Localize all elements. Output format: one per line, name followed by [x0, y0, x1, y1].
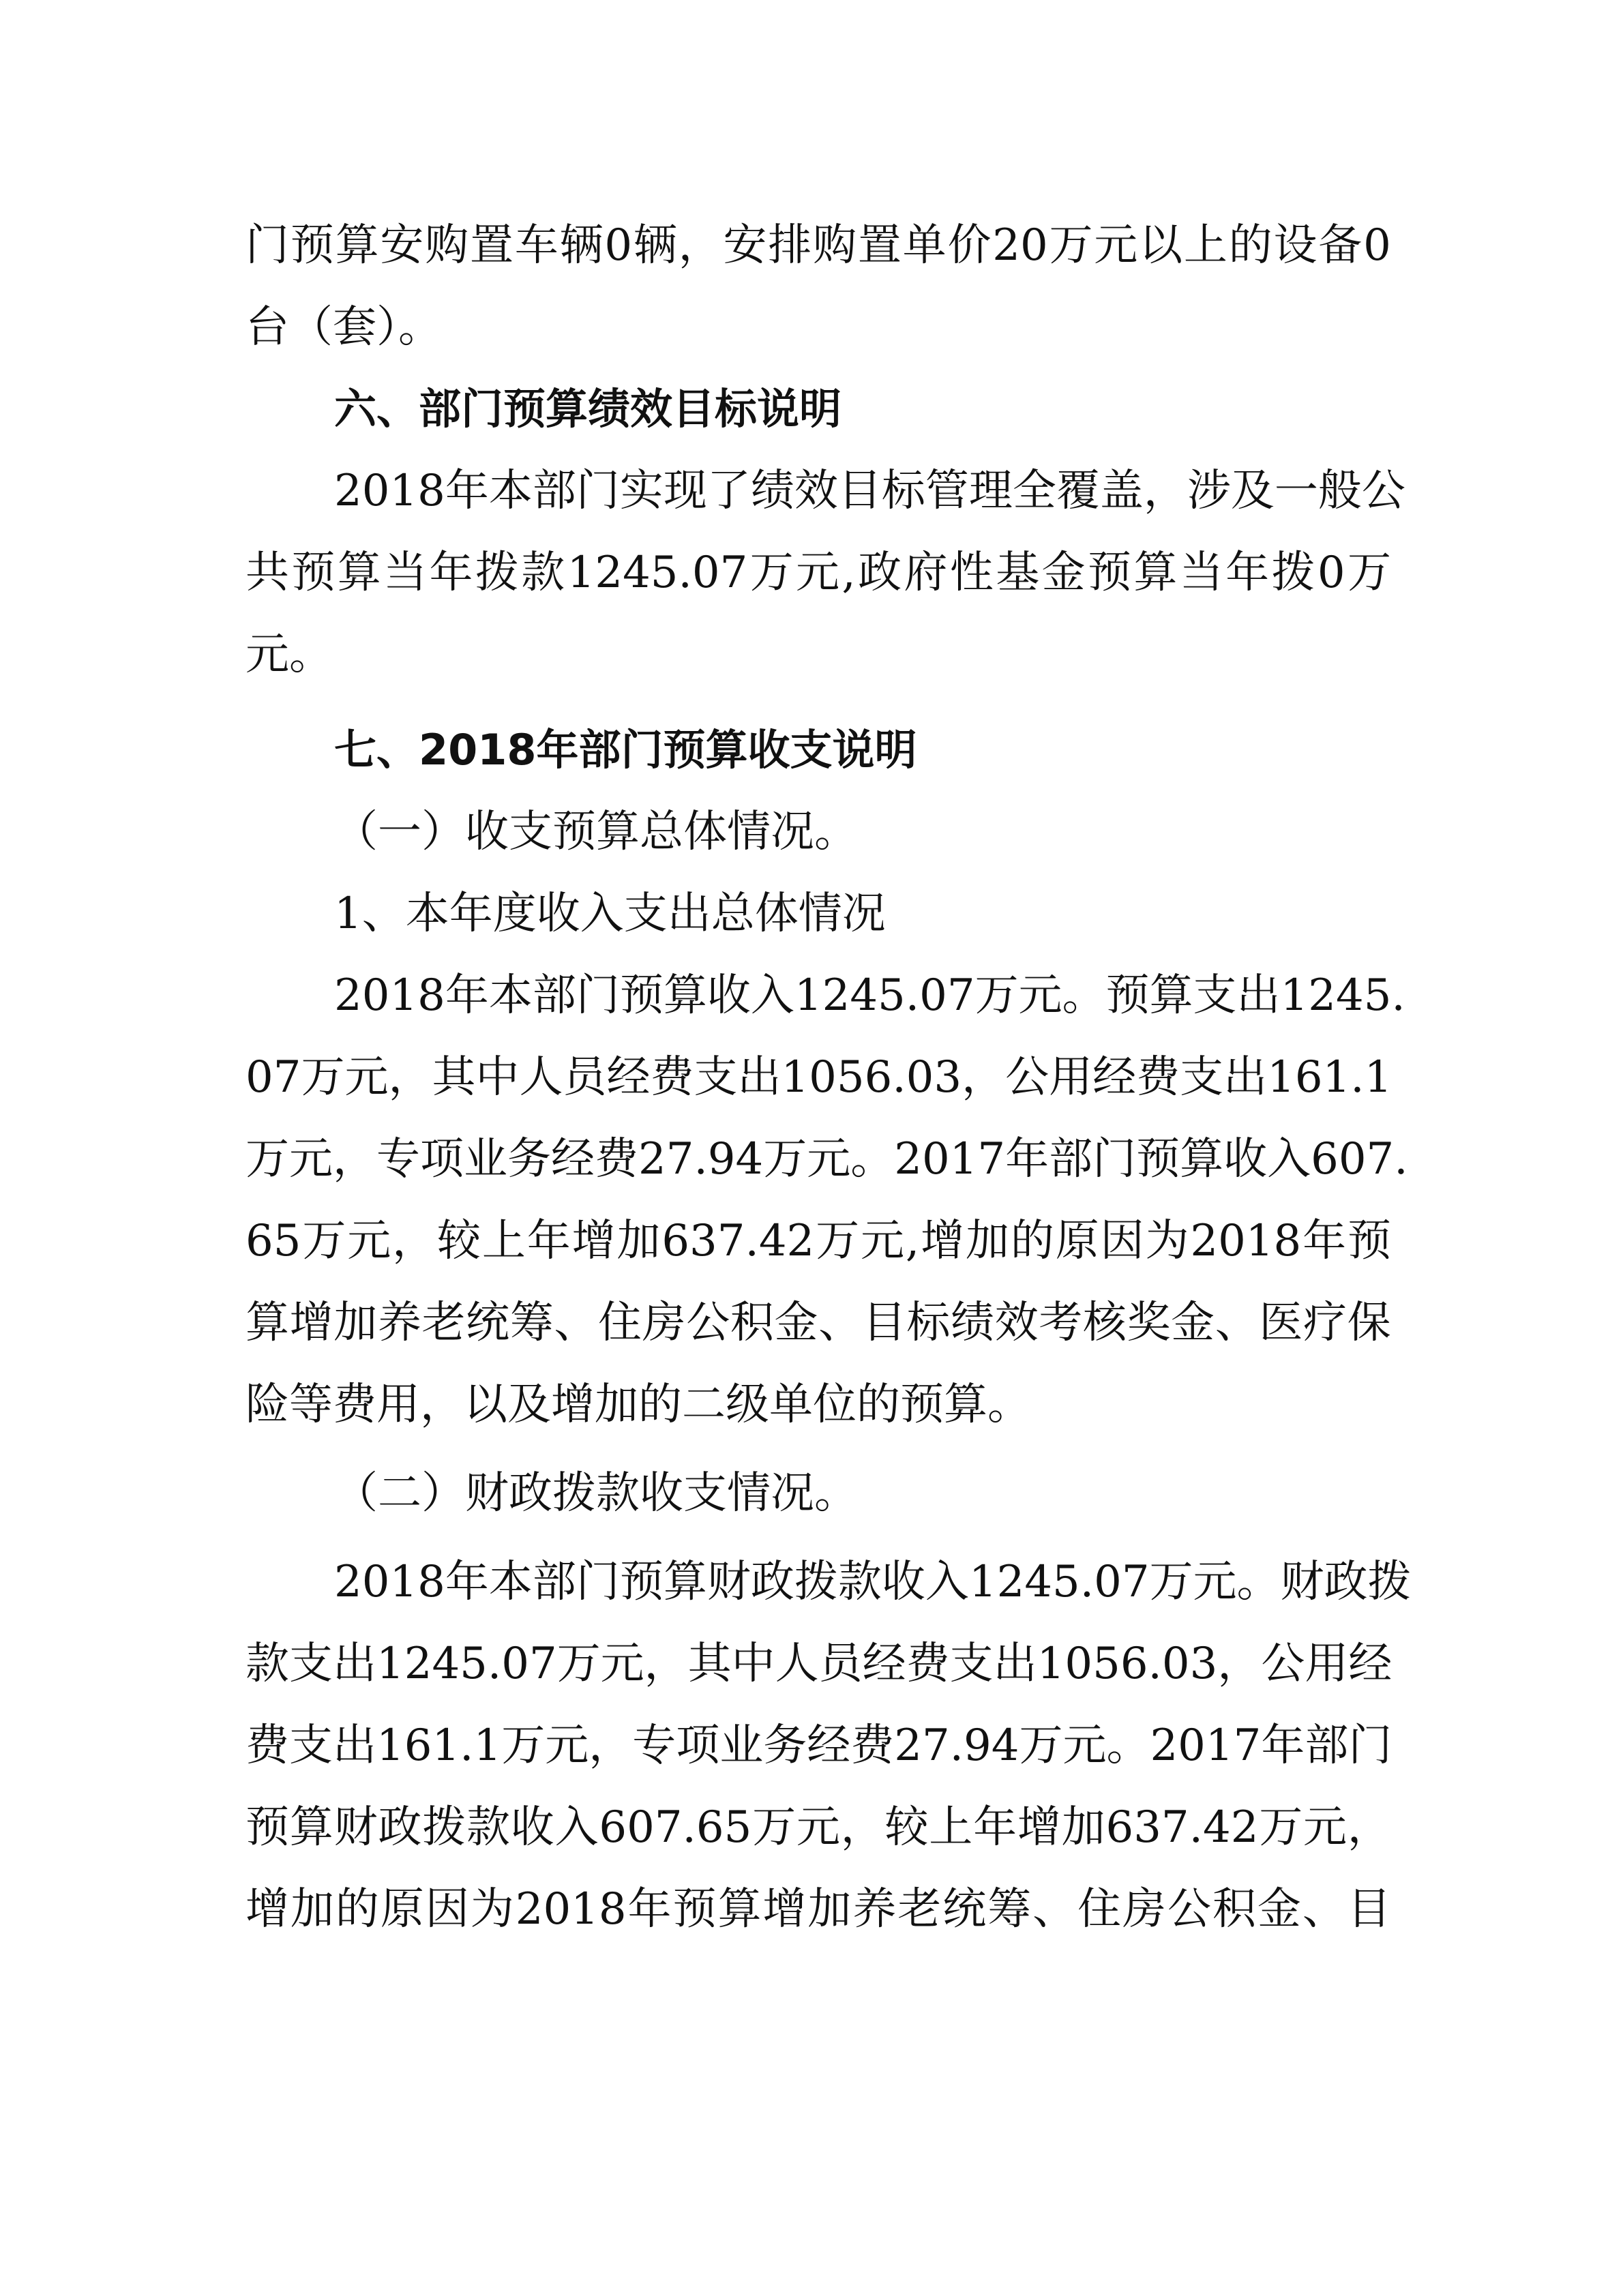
body-line: 款 支 出 1245.07 万 元 ， 其 中 人 员 经 费 支 出 1056.03 ， 公 用 经: [245, 1639, 1393, 1689]
subsection-heading-2: （二）财政拨款收支情况。: [334, 1468, 858, 1519]
body-line: 2018 年 本 部 门 预 算 收 入 1245.07 万 元 。 预 算 支 出 1245.: [334, 970, 1405, 1021]
body-line: 预 算 财 政 拨 款 收 入 607.65 万 元 ， 较 上 年 增 加 637.42 万 元 ，: [245, 1802, 1391, 1853]
item-heading-1: 1、本年度收入支出总体情况: [334, 889, 886, 939]
body-line: 2018 年 本 部 门 实 现 了 绩 效 目 标 管 理 全 覆 盖 ， 涉 及 一 般 公: [334, 466, 1405, 516]
section-heading-6: 六、部门预算绩效目标说明: [334, 384, 842, 434]
body-line: 台（套）。: [245, 302, 442, 353]
body-line: 2018 年 本 部 门 预 算 财 政 拨 款 收 入 1245.07 万 元 。 财 政 拨: [334, 1557, 1412, 1607]
body-line: 元。: [245, 629, 333, 680]
body-line: 算 增 加 养 老 统 筹 、 住 房 公 积 金 、 目 标 绩 效 考 核 奖 金 、 医 疗 保: [245, 1298, 1391, 1348]
section-heading-7: 七、2018年部门预算收支说明: [334, 725, 917, 775]
body-line: 险等费用，以及增加的二级单位的预算。: [245, 1380, 1031, 1430]
body-line: 门 预 算 安 购 置 车 辆 0 辆 ， 安 排 购 置 单 价 20 万 元 以 上 的 设 备 0: [245, 220, 1391, 271]
body-line: 65 万 元 ， 较 上 年 增 加 637.42 万 元 , 增 加 的 原 因 为 2018 年 预: [245, 1216, 1391, 1266]
subsection-heading-1: （一）收支预算总体情况。: [334, 807, 858, 857]
body-line: 费 支 出 161.1 万 元 ， 专 项 业 务 经 费 27.94 万 元 。 2017 年 部 门: [245, 1720, 1393, 1771]
body-line: 增 加 的 原 因 为 2018 年 预 算 增 加 养 老 统 筹 、 住 房 公 积 金 、 目: [245, 1884, 1391, 1935]
body-line: 07 万 元 ， 其 中 人 员 经 费 支 出 1056.03 ， 公 用 经 费 支 出 161.1: [245, 1052, 1393, 1103]
body-line: 万 元 ， 专 项 业 务 经 费 27.94 万 元 。 2017 年 部 门 预 算 收 入 607.: [245, 1134, 1408, 1184]
body-line: 共 预 算 当 年 拨 款 1245.07 万 元 , 政 府 性 基 金 预 算 当 年 拨 0 万: [245, 548, 1391, 598]
